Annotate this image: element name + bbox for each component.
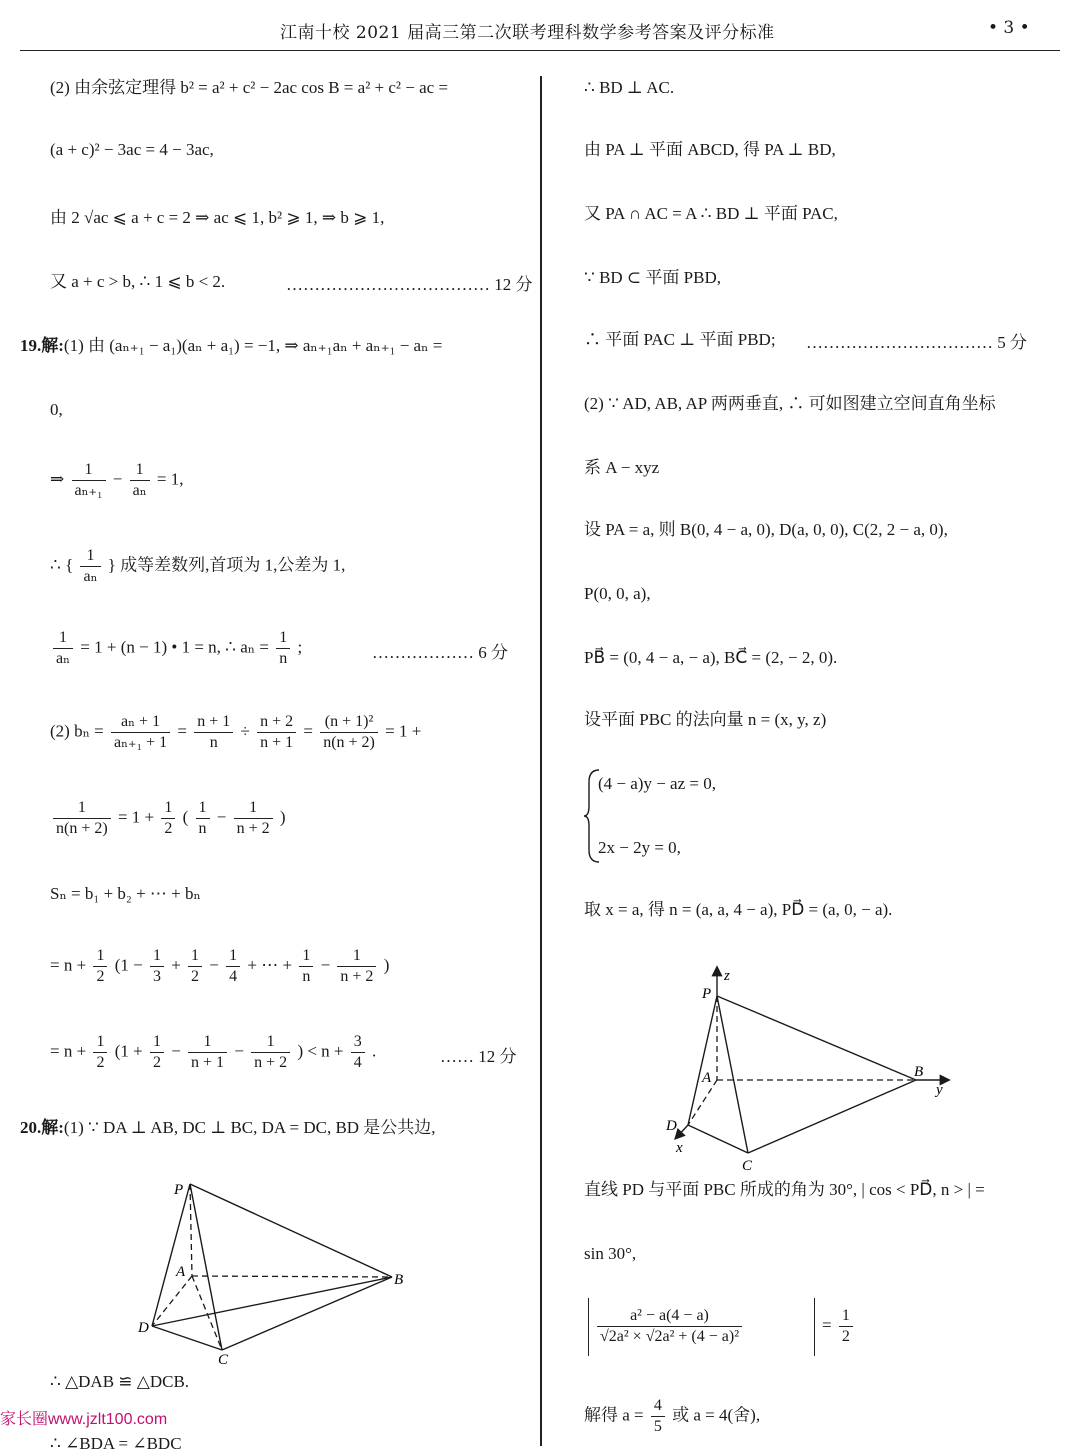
- frac-den: aₙ₊₁: [74, 482, 103, 499]
- left-line-4: 又 a + c > b, ∴ 1 ⩽ b < 2.: [50, 272, 226, 291]
- question-19-part-1: (1) 由 (aₙ₊₁ − a₁)(aₙ + a₁) = −1, ⇒ aₙ₊₁aₙ + aₙ₊₁ − aₙ =: [63, 336, 443, 355]
- frac-den: n: [198, 820, 207, 837]
- label-D: D: [666, 1118, 677, 1134]
- fraction-bn-3: [257, 712, 296, 753]
- frac-num: 1: [93, 946, 107, 967]
- plus-dots-plus: + ⋯ +: [247, 955, 293, 975]
- open-paren-one-plus: (1 +: [114, 1041, 143, 1061]
- frac-den: n: [302, 968, 311, 985]
- fraction-1-over-an1: [72, 460, 106, 501]
- frac-num: 3: [351, 1032, 365, 1053]
- fraction-1-4: [226, 946, 240, 987]
- fraction-1-2: [188, 946, 202, 987]
- frac-den: aₙ: [56, 650, 71, 667]
- column-divider: [540, 76, 542, 1446]
- fraction-1-2: [150, 1032, 164, 1073]
- open-paren: (: [182, 807, 189, 827]
- pyramid-figure-left: [130, 1172, 420, 1372]
- frac-num: (n + 1)²: [320, 712, 378, 733]
- fraction-1-over-an-seq: [80, 546, 100, 587]
- frac-num: 1: [80, 546, 100, 567]
- frac-den: n + 1: [191, 1054, 225, 1071]
- frac-num: 1: [299, 946, 313, 967]
- semicolon: ;: [297, 637, 303, 657]
- right-line-11: 设平面 PBC 的法向量 n = (x, y, z): [584, 710, 827, 729]
- or-a-equals-4: 或 a = 4(舍),: [672, 1405, 761, 1425]
- question-19-number: 19.: [20, 336, 42, 355]
- fraction-1-over-an-b: [53, 628, 73, 669]
- frac-num: a² − a(4 − a): [597, 1306, 742, 1327]
- an-derivation: = 1 + (n − 1) • 1 = n, ∴ aₙ =: [80, 637, 269, 657]
- question-20-number: 20.: [20, 1118, 42, 1137]
- frac-den: aₙ: [132, 482, 147, 499]
- score-5: …………………………… 5 分: [806, 333, 1027, 352]
- fraction-3-4: [351, 1032, 365, 1073]
- left-line-3: 由 2 √ac ⩽ a + c = 2 ⇒ ac ⩽ 1, b² ⩾ 1, ⇒ b ⩾ 1,: [50, 208, 385, 227]
- frac-num: 1: [276, 628, 290, 649]
- edge-AB-dashed: [192, 1276, 392, 1277]
- frac-num: 1: [226, 946, 240, 967]
- edge-CB: [748, 1080, 916, 1153]
- abs-bar-right: [814, 1298, 815, 1356]
- equals-n-plus: = n +: [50, 955, 87, 975]
- edge-PB: [190, 1184, 392, 1277]
- equals-sign: =: [822, 1315, 832, 1335]
- left-line-16: ∴ △DAB ≌ △DCB.: [50, 1372, 190, 1391]
- question-20-line: [20, 1116, 436, 1140]
- frac-num: 1: [72, 460, 106, 481]
- equals-n-plus: = n +: [50, 1041, 87, 1061]
- minus-sign: −: [112, 469, 123, 489]
- system-equation-1: (4 − a)y − az = 0,: [598, 774, 716, 793]
- header-divider: [20, 50, 1060, 51]
- equals-one: = 1,: [156, 469, 184, 489]
- frac-num: 1: [251, 1032, 290, 1053]
- left-line-14: [50, 1032, 376, 1073]
- right-line-8: 设 PA = a, 则 B(0, 4 − a, 0), D(a, 0, 0), C(2, 2 − a, 0),: [584, 520, 948, 539]
- frac-den: 2: [96, 968, 105, 985]
- frac-den: n + 2: [236, 820, 270, 837]
- therefore-brace: ∴ {: [50, 555, 74, 575]
- fraction-1-over-n2: [234, 798, 273, 839]
- left-line-8: [50, 546, 345, 587]
- right-line-6: (2) ∵ AD, AB, AP 两两垂直, ∴ 可如图建立空间直角坐标: [584, 394, 996, 413]
- right-line-17: [584, 1396, 760, 1437]
- right-line-3: 又 PA ∩ AC = A ∴ BD ⊥ 平面 PAC,: [584, 204, 838, 223]
- left-line-12: Sₙ = b₁ + b₂ + ⋯ + bₙ: [50, 884, 201, 903]
- frac-num: 1: [53, 628, 73, 649]
- label-B: B: [394, 1272, 404, 1288]
- close-paren: ): [383, 955, 390, 975]
- frac-num: n + 2: [257, 712, 296, 733]
- fraction-1-n: [299, 946, 313, 987]
- right-line-16: [594, 1306, 745, 1347]
- score-12-a: ……………………………… 12 分: [286, 275, 533, 294]
- label-D: D: [138, 1320, 149, 1336]
- minus-sign: −: [171, 1041, 181, 1061]
- frac-num: 1: [53, 798, 111, 819]
- frac-num: 1: [93, 1032, 107, 1053]
- left-line-13: [50, 946, 389, 987]
- fraction-1-over-an: [130, 460, 150, 501]
- right-line-9: P(0, 0, a),: [584, 584, 651, 603]
- question-19-solution-label: 解:: [41, 336, 64, 355]
- pyramid-figure-right: [650, 960, 960, 1180]
- fraction-1-n2: [337, 946, 376, 987]
- divide-sign: ÷: [240, 721, 250, 741]
- left-line-7: [50, 460, 184, 501]
- frac-den: 2: [96, 1054, 105, 1071]
- frac-num: 1: [188, 1032, 227, 1053]
- frac-den: n(n + 2): [323, 734, 375, 751]
- equals-sign: =: [177, 721, 187, 741]
- label-B: B: [914, 1064, 924, 1080]
- fraction-1-n1: [188, 1032, 227, 1073]
- left-line-2: (a + c)² − 3ac = 4 − 3ac,: [50, 140, 214, 159]
- edge-DB: [152, 1277, 392, 1326]
- fraction-1-over-n-b: [196, 798, 210, 839]
- frac-num: 1: [130, 460, 150, 481]
- watermark-link[interactable]: 家长圈www.jzlt100.com: [0, 1411, 168, 1428]
- frac-den: 4: [229, 968, 238, 985]
- frac-den: 5: [653, 1418, 662, 1435]
- edge-PB: [717, 996, 916, 1080]
- frac-num: 1: [839, 1306, 853, 1327]
- plus-sign: +: [171, 955, 181, 975]
- edge-PD: [152, 1184, 190, 1326]
- frac-den: 2: [164, 820, 173, 837]
- fraction-half: [839, 1306, 853, 1347]
- right-line-15: sin 30°,: [584, 1244, 637, 1263]
- edge-PD: [688, 996, 717, 1125]
- system-equation-2: 2x − 2y = 0,: [598, 838, 681, 857]
- frac-num: n + 1: [194, 712, 233, 733]
- frac-den: 4: [353, 1054, 362, 1071]
- x-axis: [676, 1125, 688, 1138]
- frac-num: 1: [188, 946, 202, 967]
- frac-num: 1: [234, 798, 273, 819]
- label-P: P: [702, 986, 712, 1002]
- fraction-4-5: [651, 1396, 665, 1437]
- minus-sign: −: [234, 1041, 244, 1061]
- page-header-title: 江南十校 2021 届高三第二次联考理科数学参考答案及评分标准: [280, 23, 775, 43]
- equals-sign: =: [303, 721, 313, 741]
- left-line-10: [50, 712, 421, 753]
- frac-num: 1: [337, 946, 376, 967]
- label-y: y: [936, 1082, 943, 1098]
- frac-num: 4: [651, 1396, 665, 1417]
- period: .: [372, 1041, 377, 1061]
- label-C: C: [742, 1158, 753, 1174]
- left-line-11: [50, 798, 286, 839]
- fraction-1-over-nn2: [53, 798, 111, 839]
- left-line-6: 0,: [50, 400, 63, 419]
- frac-den: n: [279, 650, 288, 667]
- solve-text: 解得 a =: [584, 1405, 644, 1425]
- frac-num: 1: [196, 798, 210, 819]
- open-paren-one-minus: (1 −: [114, 955, 143, 975]
- frac-den: n + 2: [340, 968, 374, 985]
- frac-num: aₙ + 1: [111, 712, 170, 733]
- frac-den: √2a² × √2a² + (4 − a)²: [600, 1328, 739, 1345]
- label-A: A: [702, 1070, 712, 1086]
- frac-den: aₙ₊₁ + 1: [114, 734, 168, 751]
- frac-den: 2: [191, 968, 200, 985]
- frac-den: n: [209, 734, 218, 751]
- right-line-2: 由 PA ⊥ 平面 ABCD, 得 PA ⊥ BD,: [584, 140, 836, 159]
- fraction-bn-2: [194, 712, 233, 753]
- equals-one-plus: = 1 +: [385, 721, 422, 741]
- fraction-half: [161, 798, 175, 839]
- frac-num: 1: [161, 798, 175, 819]
- right-line-13: 取 x = a, 得 n = (a, a, 4 − a), PD⃗ = (a, 0, − a).: [584, 900, 893, 919]
- left-line-17: ∴ ∠BDA = ∠BDC: [50, 1434, 182, 1453]
- fraction-half: [93, 946, 107, 987]
- fraction-1-3: [150, 946, 164, 987]
- edge-DC: [152, 1326, 222, 1350]
- abs-bar-left: [588, 1298, 589, 1356]
- minus-sign: −: [320, 955, 331, 975]
- fraction-bn-1: [111, 712, 170, 753]
- label-A: A: [176, 1264, 186, 1280]
- implies-symbol: ⇒: [50, 469, 65, 489]
- frac-num: 1: [150, 946, 164, 967]
- right-line-1: ∴ BD ⊥ AC.: [584, 78, 675, 97]
- right-line-16-rhs: [822, 1306, 856, 1347]
- frac-den: n + 1: [260, 734, 294, 751]
- page-number: • 3 •: [988, 18, 1030, 38]
- minus-sign: −: [209, 955, 219, 975]
- label-C: C: [218, 1352, 229, 1368]
- frac-den: aₙ: [83, 568, 98, 585]
- frac-den: 2: [152, 1054, 161, 1071]
- fraction-half: [93, 1032, 107, 1073]
- question-20-part-1: (1) ∵ DA ⊥ AB, DC ⊥ BC, DA = DC, BD 是公共边,: [63, 1118, 436, 1137]
- edge-CB: [222, 1277, 392, 1350]
- label-z: z: [724, 968, 730, 984]
- left-line-1: (2) 由余弦定理得 b² = a² + c² − 2ac cos B = a² + c² − ac =: [50, 78, 449, 97]
- question-19-line: [20, 334, 442, 358]
- right-line-4: ∵ BD ⊂ 平面 PBD,: [584, 268, 721, 287]
- frac-den: 3: [152, 968, 161, 985]
- left-line-9: [50, 628, 302, 669]
- equals-one-plus: = 1 +: [117, 807, 155, 827]
- fraction-1-n2: [251, 1032, 290, 1073]
- right-line-7: 系 A − xyz: [584, 458, 660, 477]
- right-line-14: 直线 PD 与平面 PBC 所成的角为 30°, | cos < PD⃗, n > | =: [584, 1180, 985, 1199]
- right-line-10: PB⃗ = (0, 4 − a, − a), BC⃗ = (2, − 2, 0).: [584, 648, 838, 667]
- edge-DC: [688, 1125, 748, 1153]
- score-12-b: …… 12 分: [440, 1047, 517, 1066]
- edge-PC: [717, 996, 748, 1153]
- question-20-solution-label: 解:: [41, 1118, 64, 1137]
- edge-PC: [190, 1184, 222, 1350]
- label-P: P: [174, 1182, 184, 1198]
- bn-definition: (2) bₙ =: [50, 721, 104, 741]
- less-than-n-plus: ) < n +: [297, 1041, 344, 1061]
- score-6: ……………… 6 分: [372, 643, 508, 662]
- edge-PA-dashed: [190, 1184, 192, 1276]
- right-line-5: ∴ 平面 PAC ⊥ 平面 PBD;: [584, 330, 776, 349]
- frac-den: n + 2: [254, 1054, 288, 1071]
- label-x: x: [676, 1140, 683, 1156]
- frac-den: 2: [841, 1328, 850, 1345]
- minus-sign: −: [216, 807, 227, 827]
- fraction-cos-expression: [597, 1306, 742, 1347]
- frac-num: 1: [150, 1032, 164, 1053]
- close-paren: ): [279, 807, 286, 827]
- arithmetic-sequence-text: } 成等差数列,首项为 1,公差为 1,: [107, 555, 346, 575]
- fraction-1-over-n: [276, 628, 290, 669]
- fraction-bn-4: [320, 712, 378, 753]
- frac-den: n(n + 2): [56, 820, 108, 837]
